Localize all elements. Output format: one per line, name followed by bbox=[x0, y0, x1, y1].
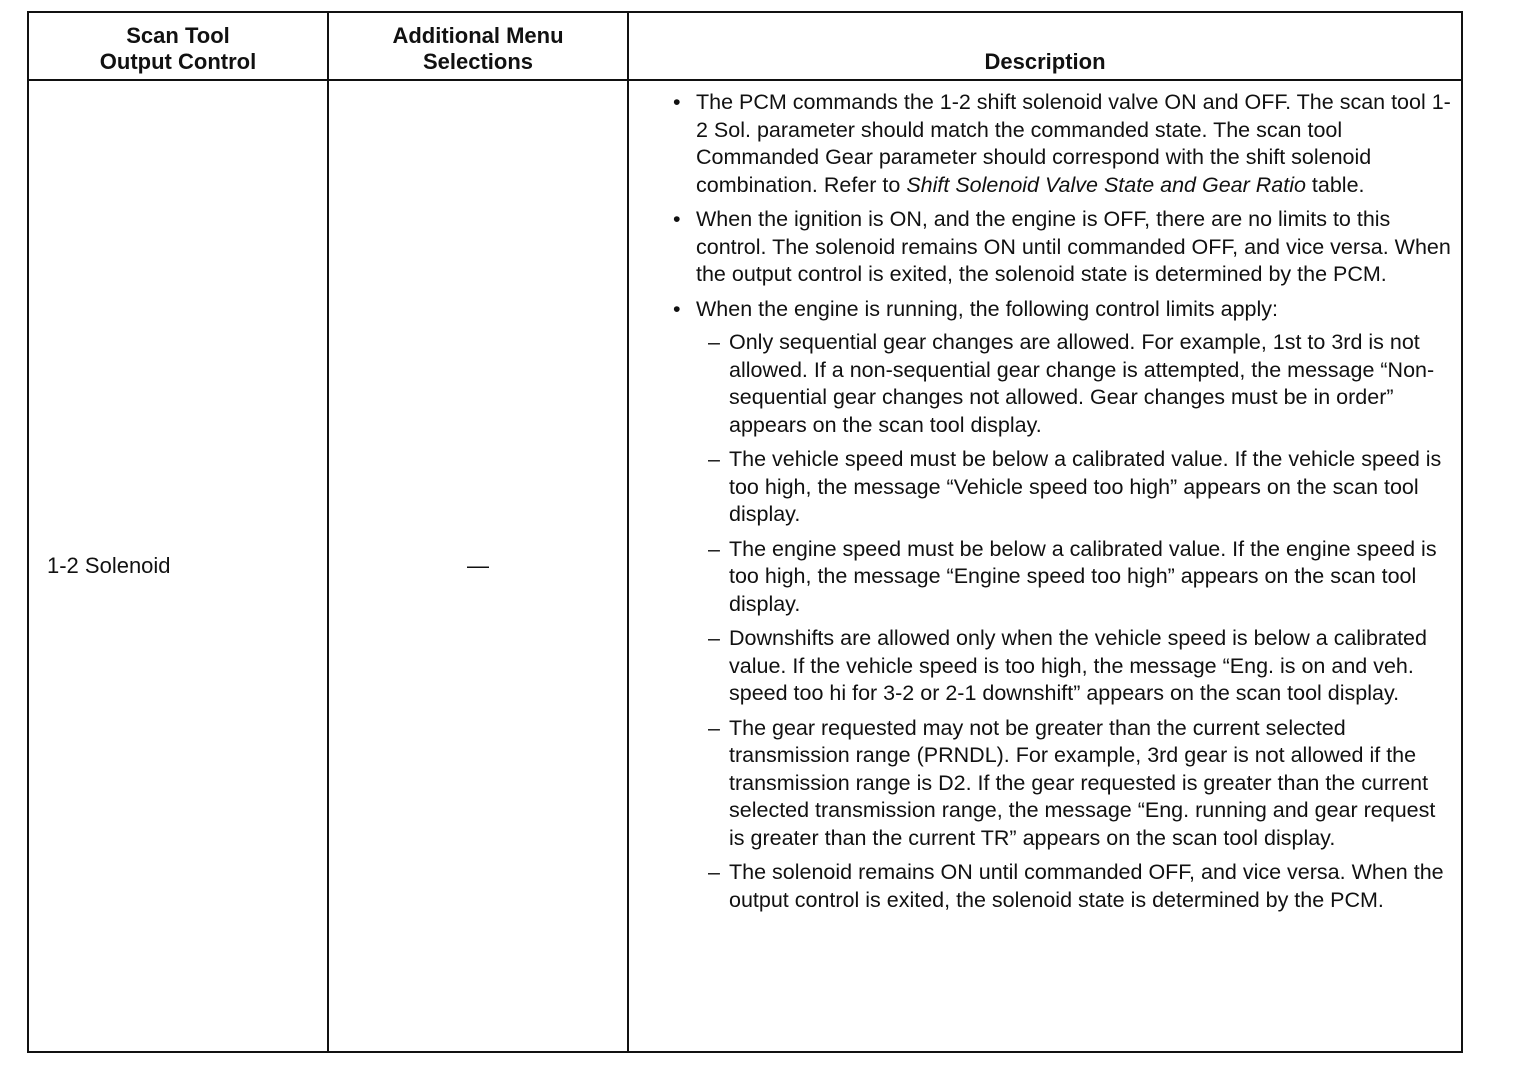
sub-item-text: The gear requested may not be greater than the current selected transmission range (PRNDL). For example, 3rd gear is not allowed if the transmission range is D2. If the gear requested is greater than the current selected transmission range, the message “Eng. running and gear request is greater than the current TR” appears on the scan tool display. bbox=[729, 715, 1436, 850]
bullet-marker: • bbox=[673, 207, 681, 231]
sub-item-text: Only sequential gear changes are allowed. For example, 1st to 3rd is not allowed. If a non-sequential gear change is attempted, the message “Non-sequential gear changes not allowed. Gear changes must be in order” appears on the scan tool display. bbox=[729, 330, 1435, 437]
bullet-text: table. bbox=[1305, 172, 1365, 197]
dash-marker: – bbox=[708, 860, 720, 884]
dash-marker: – bbox=[708, 447, 720, 471]
sub-item-text: The solenoid remains ON until commanded OFF, and vice versa. When the output control is exited, the solenoid state is determined by the PCM. bbox=[729, 860, 1444, 912]
bullet-text: When the engine is running, the following control limits apply: bbox=[696, 296, 1279, 321]
sub-item bbox=[696, 536, 1451, 619]
sub-item-text: Downshifts are allowed only when the vehicle speed is below a calibrated value. If the vehicle speed is too high, the message “Eng. is on and veh. speed too hi for 3-2 or 2-1 downshift” appears on the scan tool display. bbox=[729, 626, 1427, 705]
bullet-text: The PCM commands the 1-2 shift solenoid valve ON and OFF. The scan tool 1-2 Sol. parameter should match the commanded state. The scan tool Commanded Gear parameter should correspond with the shift solenoid combination. Refer to bbox=[696, 90, 1451, 197]
control-limits-list bbox=[696, 329, 1451, 914]
bullet-text: When the ignition is ON, and the engine is OFF, there are no limits to this control. The solenoid remains ON until commanded OFF, and vice versa. When the output control is exited, the solenoid state is determined by the PCM. bbox=[696, 207, 1451, 286]
header-description bbox=[628, 13, 1461, 80]
sub-item-text: The engine speed must be below a calibrated value. If the engine speed is too high, the message “Engine speed too high” appears on the scan tool display. bbox=[729, 536, 1437, 616]
bullet-item bbox=[629, 296, 1451, 915]
dash-marker: – bbox=[708, 626, 720, 650]
sub-item bbox=[696, 625, 1451, 708]
description-bullet-list bbox=[629, 89, 1451, 914]
sub-item bbox=[696, 446, 1451, 529]
menu-selection-cell: — bbox=[328, 80, 628, 1051]
header-text: Description bbox=[984, 49, 1106, 74]
dash-marker: – bbox=[708, 715, 720, 740]
dash-marker: – bbox=[708, 330, 720, 354]
dash-marker: – bbox=[708, 536, 720, 561]
header-text: Output Control bbox=[99, 49, 257, 74]
bullet-marker: • bbox=[673, 90, 681, 114]
header-scan-tool-output-control bbox=[29, 13, 328, 80]
sub-item bbox=[696, 859, 1451, 914]
output-control-table-frame bbox=[27, 11, 1463, 1053]
bullet-marker: • bbox=[673, 296, 681, 321]
bullet-item bbox=[629, 89, 1451, 199]
sub-item-text: The vehicle speed must be below a calibrated value. If the vehicle speed is too high, the message “Vehicle speed too high” appears on the scan tool display. bbox=[729, 447, 1442, 526]
header-text: Additional Menu bbox=[392, 23, 564, 48]
sub-item bbox=[696, 329, 1451, 439]
table-header-row bbox=[29, 13, 1461, 80]
header-text: Scan Tool bbox=[126, 23, 230, 48]
bullet-item bbox=[629, 206, 1451, 289]
output-control-table bbox=[29, 13, 1461, 1051]
header-additional-menu-selections bbox=[328, 13, 628, 80]
sub-item bbox=[696, 715, 1451, 853]
table-reference: Shift Solenoid Valve State and Gear Ratio bbox=[906, 172, 1306, 197]
output-control-cell: 1-2 Solenoid bbox=[29, 80, 328, 1051]
header-text: Selections bbox=[422, 49, 534, 74]
table-row bbox=[29, 80, 1461, 1051]
description-cell bbox=[628, 80, 1461, 1051]
